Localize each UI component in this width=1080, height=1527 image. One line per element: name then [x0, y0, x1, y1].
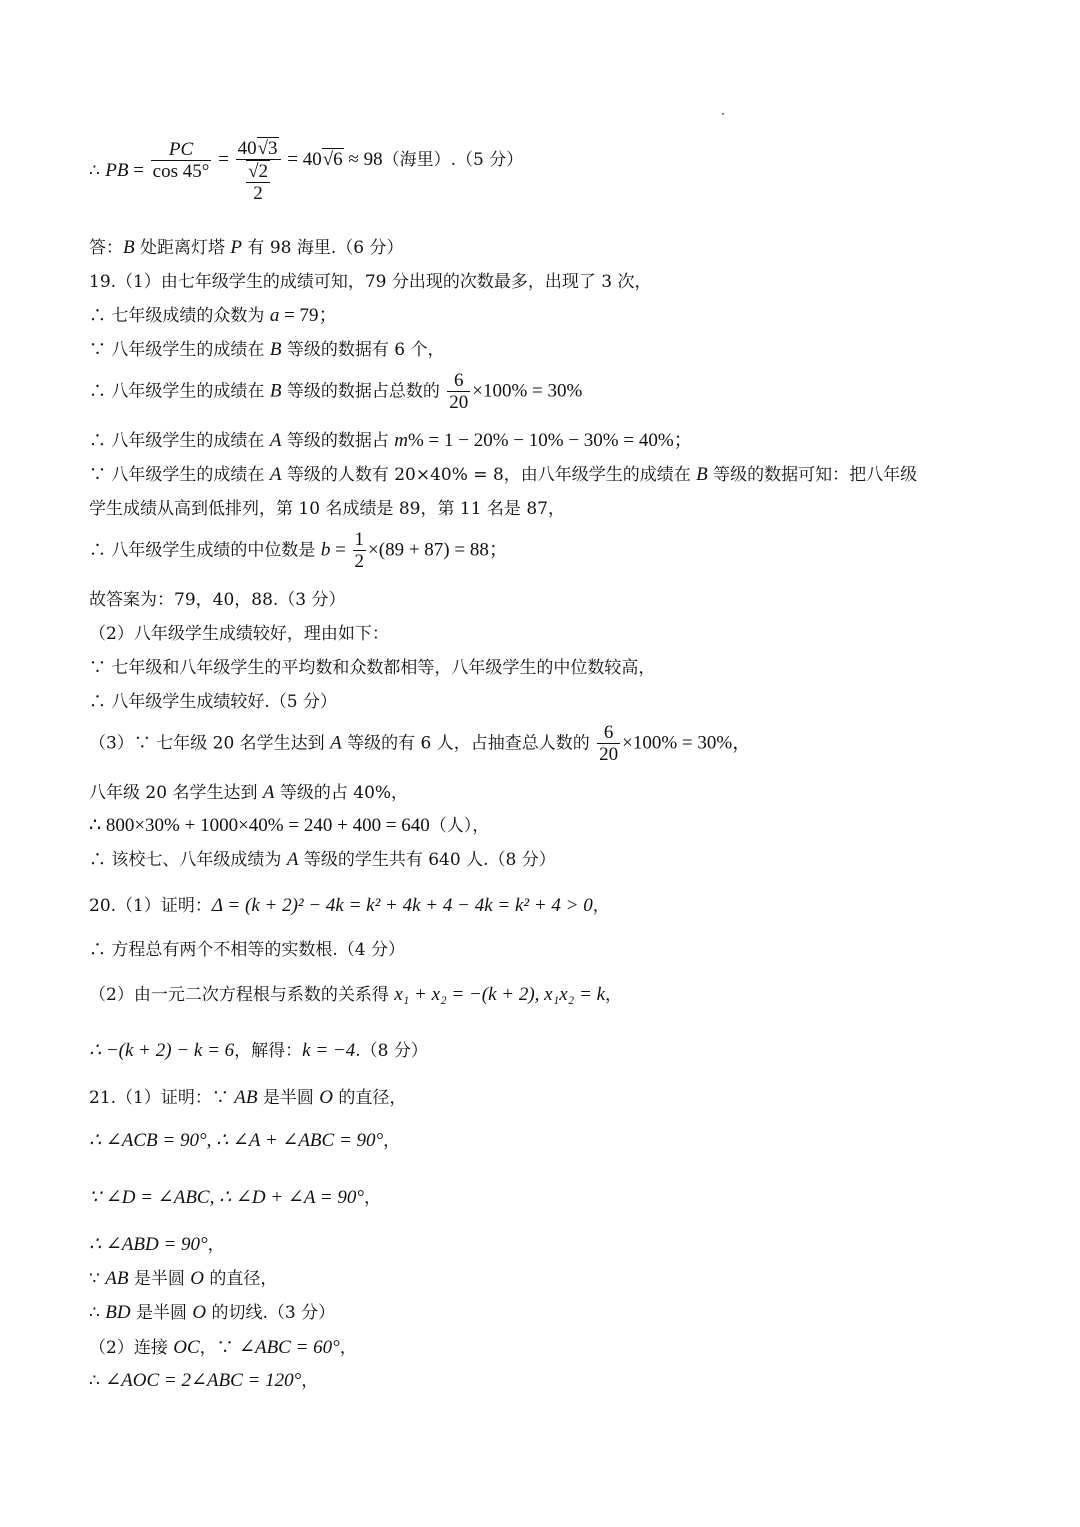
var: O: [319, 1087, 334, 1108]
text: 等级的有 6 人，占抽查总人数的: [341, 733, 596, 754]
fraction-6-20: [597, 722, 620, 765]
text: 等级的占 40%，: [274, 783, 409, 803]
text: 21.（1）证明：∵: [89, 1088, 235, 1108]
inner-denominator: 2: [253, 183, 263, 204]
text: ，∵: [199, 1338, 240, 1358]
pc-over-cos-fraction: [151, 139, 212, 182]
text: ，: [605, 985, 623, 1005]
q20-part2-line: [89, 984, 622, 1006]
text: （2）连接: [89, 1338, 174, 1358]
scan-speck: [722, 113, 724, 115]
var: A: [286, 849, 299, 870]
pb-equation-line: [89, 138, 523, 222]
inner-numerator: √2: [248, 161, 269, 182]
var: B: [123, 237, 135, 258]
text: ，: [364, 1188, 382, 1208]
var: P: [230, 237, 243, 258]
fraction-denominator: cos 45°: [152, 160, 210, 182]
fraction-denominator: [236, 160, 281, 204]
q21-line-1: [89, 1087, 406, 1109]
text: 有 98 海里.（6 分）: [242, 238, 404, 258]
text: .（8 分）: [355, 1041, 428, 1061]
q19-line-3: [89, 339, 444, 361]
q21-part2-line-2: [89, 1370, 318, 1392]
text: （人），: [429, 816, 490, 836]
formula: ∴ ∠ACB = 90°, ∴ ∠A + ∠ABC = 90°: [89, 1130, 384, 1151]
radical: √6: [322, 149, 343, 170]
formula: ∵ ∠D = ∠ABC, ∴ ∠D + ∠A = 90°: [89, 1187, 365, 1208]
var: B: [269, 339, 282, 360]
q19-part3-conclusion: [89, 849, 556, 871]
pb-symbol: PB: [105, 160, 129, 181]
var: A: [262, 782, 275, 803]
q19-part2-conclusion: ∴ 八年级学生成绩较好.（5 分）: [89, 692, 338, 712]
q19-mode-line: [89, 305, 338, 327]
text: ，: [301, 1371, 319, 1391]
text: （3）∵ 七年级 20 名学生达到: [89, 733, 331, 754]
text: 等级的数据占总数的: [281, 381, 446, 402]
coefficient: 40: [237, 138, 257, 159]
text: 答：: [89, 238, 123, 258]
text: 等级的学生共有 640 人.（8 分）: [298, 850, 556, 870]
text: ∴ 八年级学生成绩的中位数是: [89, 540, 321, 561]
formula: Δ = (k + 2)² − 4k = k² + 4k + 4 − 4k = k² + 4 > 0: [211, 895, 593, 916]
approx-value: ≈ 98: [343, 149, 383, 170]
q20-conclusion-1: ∴ 方程总有两个不相等的实数根.（4 分）: [89, 940, 406, 960]
equals-sign: =: [128, 160, 149, 181]
q21-part2-line: [89, 1337, 357, 1359]
text: 等级的人数有 20×40% = 8，由八年级学生的成绩在: [281, 465, 697, 485]
compound-fraction: [236, 138, 281, 204]
equals-sign: =: [213, 149, 234, 170]
text: 是半圆: [128, 1269, 191, 1289]
text: ∴: [89, 1303, 106, 1323]
text: ×(89 + 87) = 88；: [368, 539, 508, 561]
q19-part3-line: [89, 722, 751, 772]
result-value: = 40: [282, 149, 322, 170]
var: B: [696, 464, 708, 485]
var: A: [330, 732, 342, 754]
q19-line-5: [89, 430, 693, 452]
text: ，解得：: [234, 1041, 303, 1061]
text: 等级的数据有 6 个，: [281, 340, 445, 360]
text: （2）由一元二次方程根与系数的关系得: [89, 985, 395, 1005]
text: =: [330, 539, 351, 561]
q19-part3-calc: [89, 815, 489, 837]
var: OC: [173, 1337, 200, 1358]
text: ，: [592, 896, 610, 916]
therefore-symbol: ∴: [89, 161, 106, 181]
text: 处距离灯塔: [134, 238, 231, 258]
fraction-numerator: [236, 138, 281, 160]
q19-line-4: [89, 370, 582, 420]
var: a: [269, 305, 280, 326]
fraction-1-2: [353, 529, 367, 572]
fraction-denominator: 20: [599, 744, 619, 765]
var: m: [394, 430, 408, 451]
fraction-6-20: [447, 370, 470, 413]
text: ∴: [89, 1371, 106, 1391]
text: ，: [339, 1338, 357, 1358]
var: A: [269, 464, 282, 485]
unit-and-score: （海里）.（5 分）: [382, 150, 524, 170]
var: AB: [234, 1087, 258, 1108]
q19-line-6: [89, 464, 917, 486]
q19-answer-line: 故答案为：79，40，88.（3 分）: [89, 590, 346, 610]
answer-line: [89, 237, 404, 259]
formula: ∴ −(k + 2) − k = 6: [89, 1040, 235, 1061]
text: ∵: [89, 1269, 106, 1289]
fraction-numerator: PC: [151, 139, 212, 161]
text: ∴ 该校七、八年级成绩为: [89, 850, 287, 870]
text: ∴ 八年级学生的成绩在: [89, 431, 270, 451]
q21-line-6: [89, 1302, 335, 1324]
text: 八年级 20 名学生达到: [89, 783, 263, 803]
text: 等级的数据可知：把八年级: [707, 465, 918, 485]
formula: ∴ ∠ABD = 90°: [89, 1234, 208, 1255]
text: ∴ 800×30% + 1000×40% = 240 + 400 = 640: [89, 815, 430, 836]
formula: ∠AOC = 2∠ABC = 120°: [105, 1370, 302, 1391]
q19-line-1: 19.（1）由七年级学生的成绩可知，79 分出现的次数最多，出现了 3 次，: [89, 272, 652, 292]
text: 的直径，: [204, 1269, 278, 1289]
text: 的切线.（3 分）: [206, 1303, 336, 1323]
q20-solve-line: [89, 1040, 428, 1062]
q19-median-line: [89, 529, 508, 579]
radical: √3: [257, 138, 278, 159]
fraction-denominator: 2: [354, 551, 365, 572]
text: ，: [207, 1235, 225, 1255]
q20-discriminant-line: [89, 895, 610, 917]
fraction-numerator: 6: [447, 370, 470, 392]
q19-line-7: 学生成绩从高到低排列，第 10 名成绩是 89，第 11 名是 87，: [89, 499, 565, 519]
text: % = 1 − 20% − 10% − 30% = 40%；: [407, 430, 693, 451]
fraction-numerator: 6: [597, 722, 620, 744]
text: = 79；: [279, 305, 338, 326]
text: ∵ 八年级学生的成绩在: [89, 340, 270, 360]
var: A: [269, 430, 282, 451]
text: ×100% = 30%，: [622, 732, 752, 754]
var: BD: [105, 1302, 131, 1323]
text: ∴ 七年级成绩的众数为: [89, 306, 270, 326]
fraction-numerator: 1: [354, 529, 365, 550]
var: O: [192, 1302, 207, 1323]
q21-line-2: [89, 1130, 400, 1152]
q19-part2-reason: ∵ 七年级和八年级学生的平均数和众数都相等，八年级学生的中位数较高，: [89, 658, 656, 678]
formula: x₁ + x₂ = −(k + 2), x₁x₂ = k: [394, 984, 606, 1005]
q19-part3-line-2: [89, 782, 408, 804]
text: ∴ 八年级学生的成绩在: [89, 381, 270, 402]
var: AB: [105, 1268, 129, 1289]
inner-fraction: [246, 160, 270, 204]
text: 20.（1）证明：: [89, 896, 212, 916]
text: 等级的数据占: [281, 431, 395, 451]
formula: ∠ABC = 60°: [239, 1337, 340, 1358]
text: 是半圆: [130, 1303, 193, 1323]
fraction-denominator: 20: [449, 392, 469, 413]
text: ，: [383, 1131, 401, 1151]
text: ×100% = 30%: [472, 380, 583, 402]
text: ∵ 八年级学生的成绩在: [89, 465, 270, 485]
q21-line-3: [89, 1187, 381, 1209]
q19-part2-line: （2）八年级学生成绩较好，理由如下：: [89, 624, 389, 644]
var: B: [269, 380, 282, 402]
var: b: [320, 539, 331, 561]
text: 的直径，: [333, 1088, 407, 1108]
formula: k = −4: [302, 1040, 356, 1061]
var: O: [190, 1268, 204, 1289]
q21-line-4: [89, 1234, 225, 1256]
q21-line-5: [89, 1268, 277, 1290]
text: 是半圆: [257, 1088, 320, 1108]
